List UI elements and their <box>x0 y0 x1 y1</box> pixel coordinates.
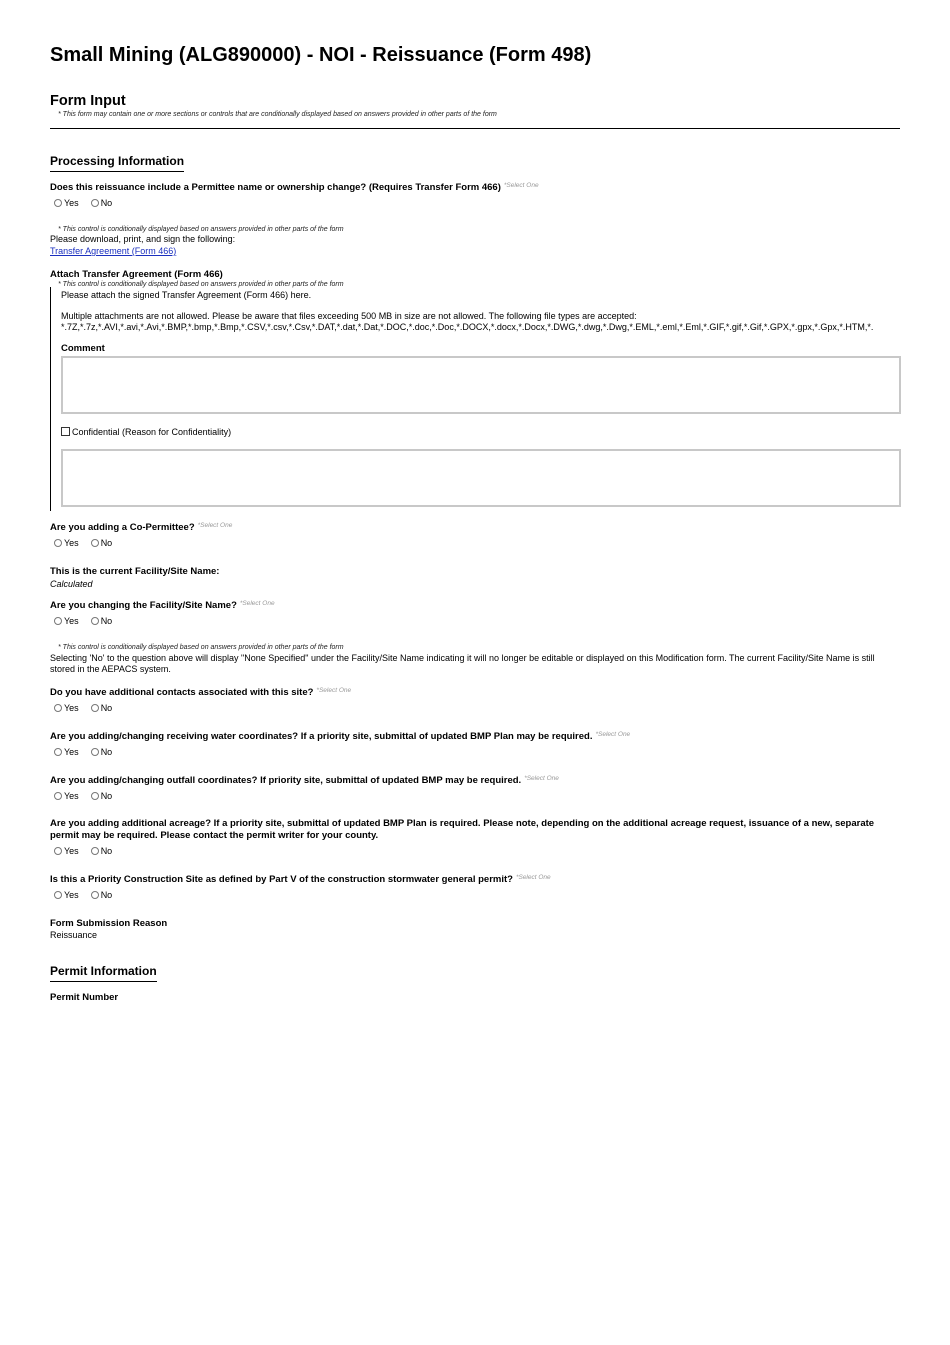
comment-label: Comment <box>61 343 105 354</box>
radio-label: Yes <box>64 538 79 548</box>
question-change-site-name <box>50 600 275 611</box>
radio-circle-icon <box>91 617 99 625</box>
radio-group-outfall <box>50 791 120 801</box>
confidential-reason-textarea[interactable] <box>61 449 901 507</box>
radio-circle-icon <box>91 891 99 899</box>
conditional-note: * This control is conditionally displayed based on answers provided in other parts of the form <box>58 281 344 288</box>
question-label: Are you changing the Facility/Site Name? <box>50 600 237 611</box>
question-acreage: Are you adding additional acreage? If a priority site, submittal of updated BMP Plan is required. Please note, depending on the additional acreage request, issuance of a new, separate permit may be required. Please contact the permit writer for your county. <box>50 818 875 841</box>
question-label: Does this reissuance include a Permittee name or ownership change? (Requires Transfer Form 466) <box>50 182 501 193</box>
radio-yes[interactable] <box>50 791 79 801</box>
conditional-note: * This control is conditionally displayed based on answers provided in other parts of the form <box>58 644 344 651</box>
radio-no[interactable] <box>87 198 113 208</box>
select-one-hint: *Select One <box>595 731 631 738</box>
radio-yes[interactable] <box>50 198 79 208</box>
radio-circle-icon <box>91 199 99 207</box>
radio-circle-icon <box>91 539 99 547</box>
confidential-label: Confidential (Reason for Confidentiality) <box>72 427 232 437</box>
radio-label: Yes <box>64 616 79 626</box>
select-one-hint: *Select One <box>503 182 539 189</box>
select-one-hint: *Select One <box>197 522 233 529</box>
radio-yes[interactable] <box>50 616 79 626</box>
question-label: Are you adding/changing outfall coordinates? If priority site, submittal of updated BMP may be required. <box>50 775 522 786</box>
radio-label: Yes <box>64 703 79 713</box>
comment-textarea[interactable] <box>61 356 901 414</box>
question-additional-contacts <box>50 687 351 698</box>
radio-group-change-site-name <box>50 616 120 626</box>
select-one-hint: *Select One <box>316 687 352 694</box>
processing-section-heading: Processing Information <box>50 154 184 172</box>
radio-no[interactable] <box>87 703 113 713</box>
form-input-note: * This form may contain one or more sections or controls that are conditionally displayed based on answers provided in other parts of the form <box>58 111 497 118</box>
radio-group-ownership-change <box>50 198 120 208</box>
radio-no[interactable] <box>87 791 113 801</box>
select-one-hint: *Select One <box>239 600 275 607</box>
radio-circle-icon <box>91 748 99 756</box>
radio-yes[interactable] <box>50 703 79 713</box>
radio-group-receiving-water <box>50 747 120 757</box>
submission-reason-value: Reissuance <box>50 930 98 940</box>
question-receiving-water <box>50 731 630 742</box>
select-one-hint: *Select One <box>515 874 551 881</box>
radio-label: No <box>100 198 113 208</box>
radio-circle-icon <box>54 748 62 756</box>
radio-group-acreage <box>50 846 120 856</box>
current-site-value: Calculated <box>50 579 93 589</box>
radio-circle-icon <box>54 199 62 207</box>
radio-yes[interactable] <box>50 747 79 757</box>
accepted-file-types: *.7Z,*.7z,*.AVI,*.avi,*.Avi,*.BMP,*.bmp,*.Bmp,*.CSV,*.csv,*.Csv,*.DAT,*.dat,*.Dat,*.DOC,*.doc,*.Doc,*.DOCX,*.docx,*.Docx,*.DWG,*.dwg,*.Dwg,*.EML,*.eml,*.Eml,*.GIF,*.gif,*.Gif,*.GPX,*.gpx,*.Gpx,*.HTM,*. <box>61 322 874 332</box>
radio-label: No <box>100 616 113 626</box>
current-site-label: This is the current Facility/Site Name: <box>50 566 220 577</box>
question-copermittee <box>50 522 232 533</box>
radio-circle-icon <box>54 847 62 855</box>
question-priority-site <box>50 874 551 885</box>
divider <box>50 128 900 129</box>
radio-yes[interactable] <box>50 846 79 856</box>
radio-circle-icon <box>54 792 62 800</box>
site-name-note: Selecting 'No' to the question above will display "None Specified" under the Facility/Site Name indicating it will no longer be editable or displayed on this Modification form. The current Facility/Site Name is still stored in the AEPACS system. <box>50 653 875 674</box>
radio-no[interactable] <box>87 890 113 900</box>
question-label: Are you adding/changing receiving water coordinates? If a priority site, submittal of updated BMP Plan may be required. <box>50 731 593 742</box>
form-title: Small Mining (ALG890000) - NOI - Reissuance (Form 498) <box>50 44 592 66</box>
radio-no[interactable] <box>87 616 113 626</box>
question-ownership-change <box>50 182 539 193</box>
radio-label: No <box>100 791 113 801</box>
confidential-checkbox[interactable] <box>61 427 70 436</box>
radio-yes[interactable] <box>50 890 79 900</box>
radio-no[interactable] <box>87 538 113 548</box>
radio-circle-icon <box>91 704 99 712</box>
question-label: Are you adding a Co-Permittee? <box>50 522 195 533</box>
permit-number-label: Permit Number <box>50 992 119 1003</box>
permit-section-heading: Permit Information <box>50 964 157 982</box>
download-instructions: Please download, print, and sign the following: <box>50 234 236 244</box>
radio-label: Yes <box>64 846 79 856</box>
radio-label: No <box>100 747 113 757</box>
radio-label: Yes <box>64 198 79 208</box>
radio-group-copermittee <box>50 538 120 548</box>
select-one-hint: *Select One <box>524 775 559 782</box>
attach-instructions: Please attach the signed Transfer Agreement (Form 466) here. <box>61 290 312 300</box>
radio-label: No <box>100 538 113 548</box>
radio-label: Yes <box>64 747 79 757</box>
radio-label: No <box>100 890 113 900</box>
confidential-checkbox-row[interactable] <box>61 427 231 438</box>
radio-label: Yes <box>64 791 79 801</box>
radio-circle-icon <box>54 891 62 899</box>
radio-circle-icon <box>91 792 99 800</box>
question-label: Is this a Priority Construction Site as defined by Part V of the construction stormwater general permit? <box>50 874 513 885</box>
question-label: Do you have additional contacts associated with this site? <box>50 687 314 698</box>
question-outfall <box>50 775 559 786</box>
radio-label: Yes <box>64 890 79 900</box>
attach-rules: Multiple attachments are not allowed. Please be aware that files exceeding 500 MB in size are not allowed. The following file types are accepted: <box>61 311 637 321</box>
radio-circle-icon <box>54 617 62 625</box>
radio-no[interactable] <box>87 747 113 757</box>
radio-circle-icon <box>54 704 62 712</box>
conditional-note: * This control is conditionally displayed based on answers provided in other parts of the form <box>58 226 344 233</box>
attachment-section <box>50 287 901 511</box>
radio-circle-icon <box>54 539 62 547</box>
radio-label: No <box>100 703 113 713</box>
transfer-agreement-link[interactable]: Transfer Agreement (Form 466) <box>50 246 177 256</box>
radio-label: No <box>100 846 113 856</box>
radio-yes[interactable] <box>50 538 79 548</box>
attach-transfer-label: Attach Transfer Agreement (Form 466) <box>50 269 223 280</box>
form-input-heading: Form Input <box>50 93 126 109</box>
submission-reason-label: Form Submission Reason <box>50 918 168 929</box>
radio-no[interactable] <box>87 846 113 856</box>
radio-group-priority-site <box>50 890 120 900</box>
radio-group-additional-contacts <box>50 703 120 713</box>
radio-circle-icon <box>91 847 99 855</box>
